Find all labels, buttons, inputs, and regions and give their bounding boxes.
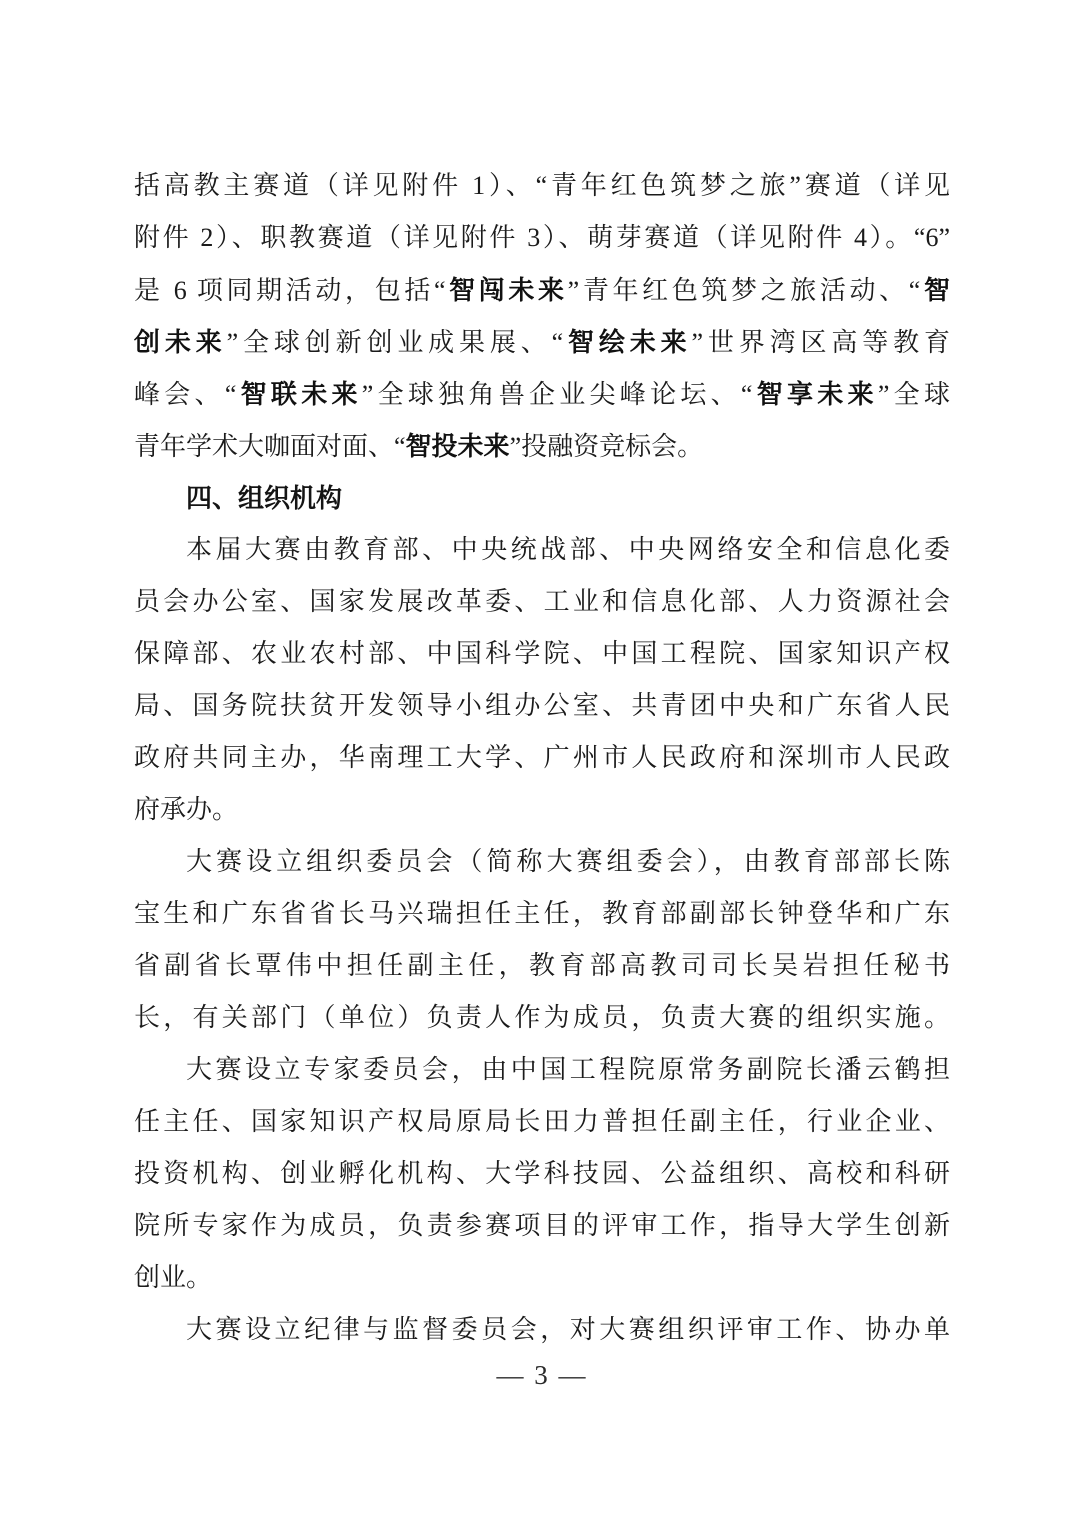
text-run: 局、国务院扶贫开发领导小组办公室、共青团中央和广东省人民 <box>134 691 950 720</box>
text-line <box>134 1148 950 1200</box>
text-line <box>134 1044 950 1096</box>
section-heading-text: 四、组织机构 <box>186 483 343 513</box>
text-line <box>134 316 950 368</box>
text-line <box>134 680 950 732</box>
text-run-bold: 智绘未来 <box>563 327 692 357</box>
text-run: 大赛设立组织委员会（简称大赛组委会），由教育部部长陈 <box>186 847 950 876</box>
text-run-bold: 智享未来 <box>752 379 878 409</box>
text-line <box>134 888 950 940</box>
text-run: ”世界湾区高等教育 <box>691 328 950 357</box>
text-line <box>134 1252 950 1304</box>
text-line <box>134 1200 950 1252</box>
text-run-bold: 创未来 <box>134 327 227 357</box>
text-run: 大赛设立专家委员会，由中国工程院原常务副院长潘云鹤担 <box>186 1055 950 1084</box>
text-line <box>134 524 950 576</box>
text-line <box>134 836 950 888</box>
text-line <box>134 160 950 212</box>
text-run: 括高教主赛道（详见附件 1）、“青年红色筑梦之旅”赛道（详见 <box>134 171 950 200</box>
text-line <box>134 992 950 1044</box>
text-run: 府承办。 <box>134 795 239 824</box>
text-run: ”投融资竞标会。 <box>509 432 704 461</box>
text-run: 省副省长覃伟中担任副主任，教育部高教司司长吴岩担任秘书 <box>134 951 950 980</box>
text-run: 任主任、国家知识产权局原局长田力普担任副主任，行业企业、 <box>134 1107 950 1136</box>
section-heading <box>134 472 950 524</box>
text-run-bold: 智投未来 <box>405 431 510 461</box>
text-run: 是 6 项同期活动，包括“ <box>134 276 446 305</box>
text-run: 本届大赛由教育部、中央统战部、中央网络安全和信息化委 <box>186 535 950 564</box>
text-run: 保障部、农业农村部、中国科学院、中国工程院、国家知识产权 <box>134 639 950 668</box>
text-run: 峰会、“ <box>134 380 237 409</box>
text-line <box>134 1304 950 1356</box>
document-page <box>134 0 950 1391</box>
text-run: 青年学术大咖面对面、“ <box>134 432 406 461</box>
text-line <box>134 368 950 420</box>
text-run: 院所专家作为成员，负责参赛项目的评审工作，指导大学生创新 <box>134 1211 950 1240</box>
text-run: 附件 2）、职教赛道（详见附件 3）、萌芽赛道（详见附件 4）。“6” <box>134 223 950 252</box>
text-run: 宝生和广东省省长马兴瑞担任主任，教育部副部长钟登华和广东 <box>134 899 950 928</box>
text-run: ”全球 <box>877 380 950 409</box>
text-run: 大赛设立纪律与监督委员会，对大赛组织评审工作、协办单 <box>186 1315 950 1344</box>
text-line <box>134 420 950 472</box>
text-run: ”全球独角兽企业尖峰论坛、“ <box>361 380 753 409</box>
text-run: ”全球创新创业成果展、“ <box>226 328 564 357</box>
text-line <box>134 264 950 316</box>
text-run: 投资机构、创业孵化机构、大学科技园、公益组织、高校和科研 <box>134 1159 950 1188</box>
text-run: 政府共同主办，华南理工大学、广州市人民政府和深圳市人民政 <box>134 743 950 772</box>
text-run: 长，有关部门（单位）负责人作为成员，负责大赛的组织实施。 <box>134 1003 950 1032</box>
text-line <box>134 576 950 628</box>
text-line <box>134 1096 950 1148</box>
text-run: 员会办公室、国家发展改革委、工业和信息化部、人力资源社会 <box>134 587 950 616</box>
page-number: — 3 — <box>496 1360 588 1390</box>
text-run: ”青年红色筑梦之旅活动、“ <box>567 276 921 305</box>
text-run-bold: 智闯未来 <box>445 275 568 305</box>
text-run-bold: 智 <box>920 275 950 305</box>
text-line <box>134 732 950 784</box>
text-run-bold: 智联未来 <box>236 379 362 409</box>
text-run: 创业。 <box>134 1263 213 1292</box>
text-line <box>134 628 950 680</box>
text-line <box>134 784 950 836</box>
text-line <box>134 212 950 264</box>
text-line <box>134 940 950 992</box>
